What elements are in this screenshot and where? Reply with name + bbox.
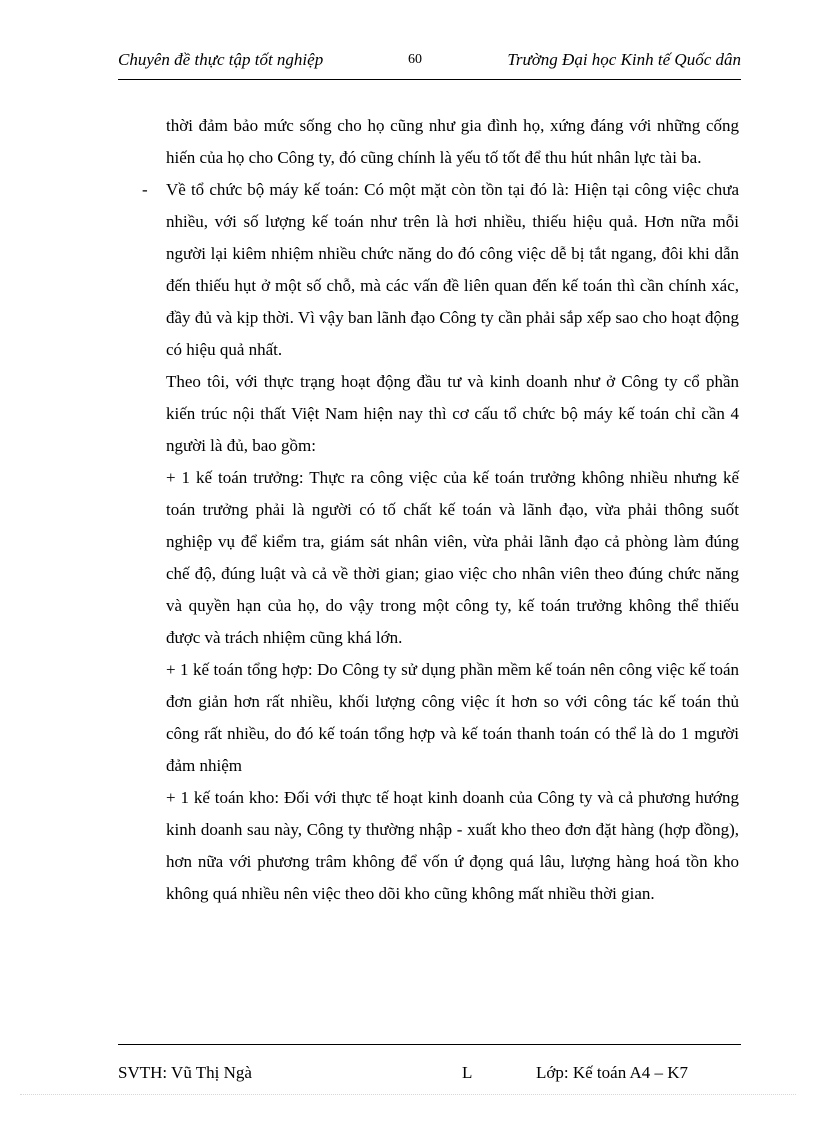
header-university: Trường Đại học Kinh tế Quốc dân [507,50,741,69]
paragraph-general-accountant: + 1 kế toán tổng hợp: Do Công ty sử dụng phần mềm kế toán nên công việc kế toán đơn giản hơn rất nhiều, khối lượng công việc ít hơn so với công tác kế toán thủ công rất nhiều, do đó kế toán tổng hợp và kế toán thanh toán có thể là do 1 mgười đảm nhiệm [166,660,739,775]
header-page-number: 60 [408,52,422,67]
page-header [118,46,741,74]
footer-class: Lớp: Kế toán A4 – K7 [536,1063,689,1082]
footer-student: SVTH: Vũ Thị Ngà [118,1063,252,1082]
footer-mark: L [462,1063,473,1082]
header-divider [118,79,741,80]
header-thesis-title: Chuyên đề thực tập tốt nghiệp [118,50,324,69]
bullet-accounting-structure [142,174,739,366]
paragraph-chief-accountant: + 1 kế toán trưởng: Thực ra công việc của kế toán trưởng không nhiều nhưng kế toán trưởng phải là người có tố chất kế toán và lãnh đạo, vừa phải thông suốt nghiệp vụ để kiểm tra, giám sát nhân viên, vừa phải lãnh đạo cả phòng làm đúng chế độ, đúng luật và cả về thời gian; giao việc cho nhân viên theo đúng chức năng và quyền hạn của họ, do vậy trong một công ty, kế toán trưởng không thể thiếu được và trách nhiệm cũng khá lớn. [166,468,739,647]
bullet-text: Về tổ chức bộ máy kế toán: Có một mặt còn tồn tại đó là: Hiện tại công việc chưa nhiều, với số lượng kế toán như trên là hơi nhiều, thiếu hiệu quả. Hơn nữa mỗi người lại kiêm nhiệm nhiều chức năng do đó công việc dễ bị tắt ngang, đôi khi dẫn đến thiếu hụt ở một số chỗ, mà các vấn đề liên quan đến kế toán thì cần chính xác, đầy đủ và kịp thời. Vì vậy ban lãnh đạo Công ty cần phải sắp xếp sao cho hoạt động có hiệu quả nhất. [166,180,739,359]
page-bottom-border [20,1094,796,1095]
footer-divider [118,1044,741,1045]
paragraph-proposal: Theo tôi, với thực trạng hoạt động đầu tư và kinh doanh như ở Công ty cổ phần kiến trúc nội thất Việt Nam hiện nay thì cơ cấu tổ chức bộ máy kế toán chỉ cần 4 người là đủ, bao gồm: [166,372,739,455]
bullet-dash: - [142,180,148,199]
page-body [142,110,739,910]
paragraph-warehouse-accountant: + 1 kế toán kho: Đối với thực tế hoạt kinh doanh của Công ty và cả phương hướng kinh doanh sau này, Công ty thường nhập - xuất kho theo đơn đặt hàng (hợp đồng), hơn nữa với phương trâm không để vốn ứ đọng quá lâu, lượng hàng hoá tồn kho không quá nhiều nên việc theo dõi kho cũng không mất nhiều thời gian. [166,788,739,903]
paragraph-salary: thời đảm bảo mức sống cho họ cũng như gia đình họ, xứng đáng với những cống hiến của họ cho Công ty, đó cũng chính là yếu tố tốt để thu hút nhân lực tài ba. [166,116,739,167]
